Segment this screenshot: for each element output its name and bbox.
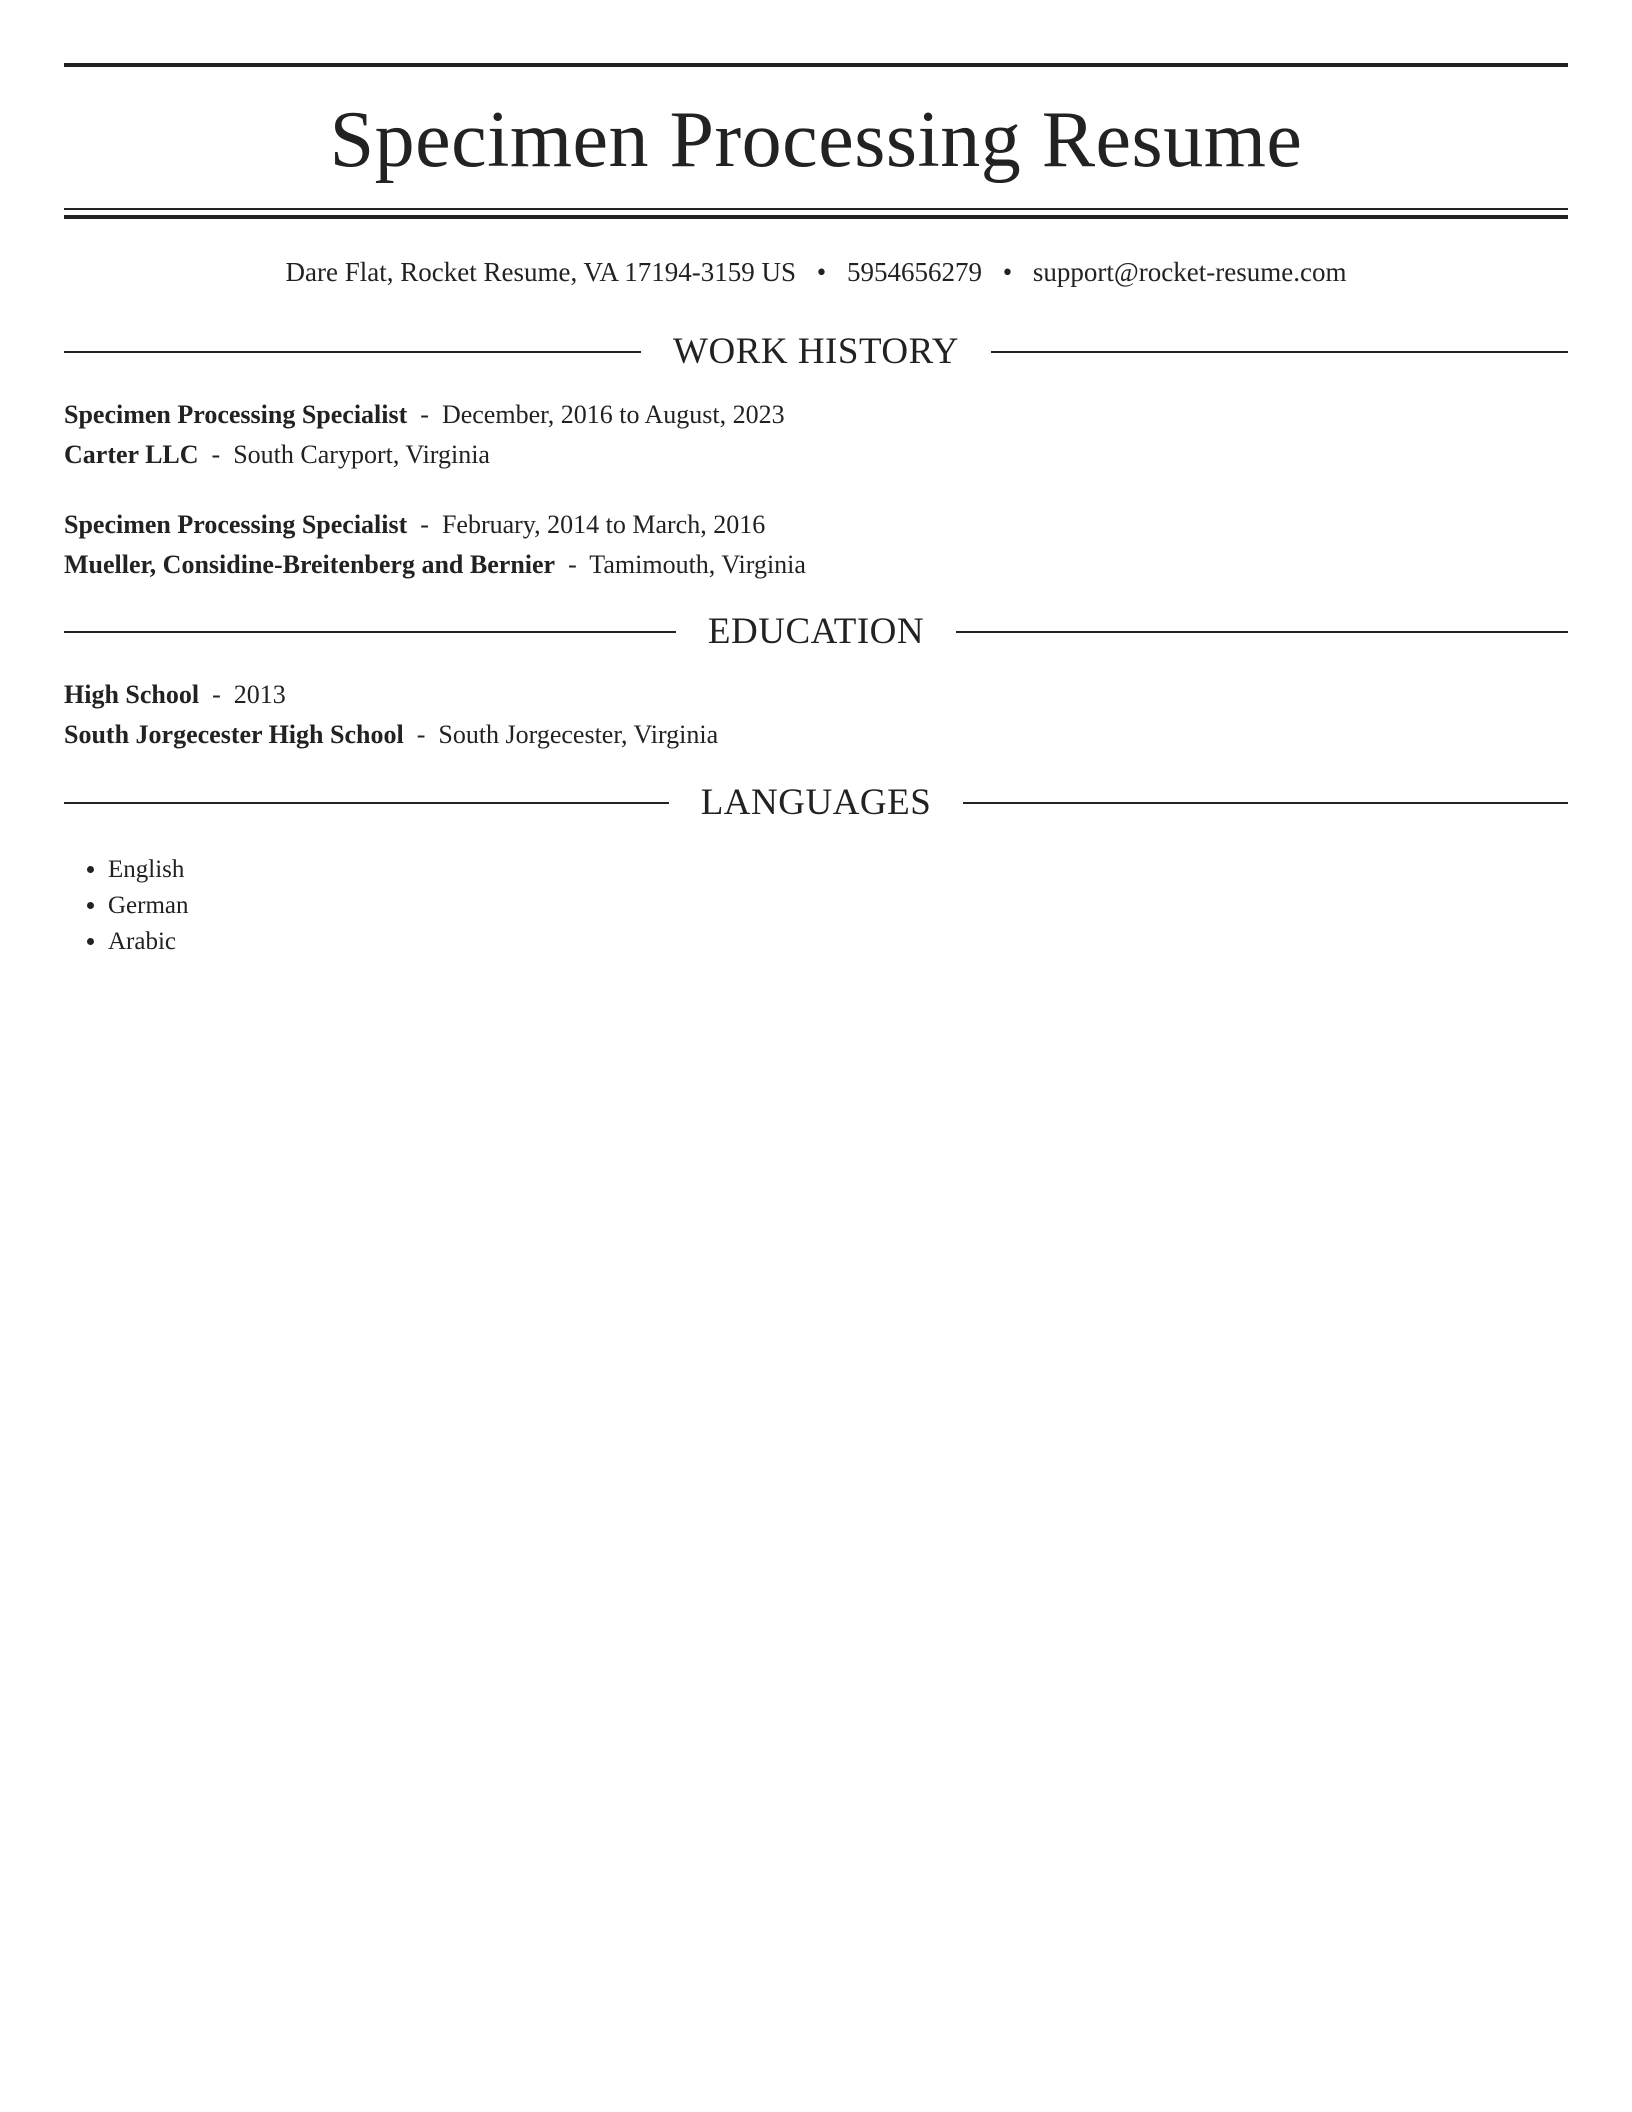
job-2-company: Mueller, Considine-Breitenberg and Bernier [64,550,556,579]
contact-phone: 5954656279 [846,257,982,287]
resume-title: Specimen Processing Resume [329,96,1303,184]
languages-heading [64,781,1568,825]
education-heading [64,610,1568,654]
job-1-title: Specimen Processing Specialist [64,400,408,429]
contact-address: Dare Flat, Rocket Resume, VA 17194-3159 US [285,257,797,287]
job-1-company-line [64,437,1568,473]
education-school-line [64,717,1568,753]
heading-rule-left [64,631,676,633]
job-1-title-line [64,397,1568,433]
education-degree-line [64,677,1568,713]
contact-line [64,254,1568,290]
contact-separator: • [1002,257,1013,287]
heading-rule-right [956,631,1568,633]
education-location: South Jorgecester, Virginia [438,720,719,749]
education-dash: - [410,720,432,749]
heading-rule-right [963,802,1568,804]
job-2-dash: - [413,510,436,539]
education-school: South Jorgecester High School [64,720,404,749]
language-item: • Arabic [108,924,189,960]
job-1-company: Carter LLC [64,440,199,469]
contact-email: support@rocket-resume.com [1032,257,1347,287]
education-dash: - [205,680,228,709]
header-bottom-rule-thin [64,208,1568,210]
job-2-dates: February, 2014 to March, 2016 [441,510,766,539]
job-2-dash: - [561,550,584,579]
languages-list [64,852,189,960]
heading-rule-left [64,351,641,353]
language-item: • German [108,888,189,924]
job-2-location: Tamimouth, Virginia [589,550,806,579]
job-1-dash: - [205,440,227,469]
job-2-title-line [64,507,1568,543]
contact-separator: • [816,257,827,287]
language-item: • English [108,852,189,888]
header-top-rule [64,63,1568,67]
header-bottom-rule-thick [64,215,1568,219]
work-history-heading [64,330,1568,374]
work-history-heading-label: WORK HISTORY [673,331,959,372]
job-1-dash: - [413,400,436,429]
heading-rule-right [991,351,1568,353]
languages-heading-label: LANGUAGES [700,782,932,823]
education-year: 2013 [233,680,286,709]
education-heading-label: EDUCATION [707,611,925,652]
education-degree: High School [64,680,200,709]
job-1-location: South Caryport, Virginia [233,440,490,469]
job-2-company-line [64,547,1568,583]
job-2-title: Specimen Processing Specialist [64,510,408,539]
job-1-dates: December, 2016 to August, 2023 [441,400,785,429]
heading-rule-left [64,802,669,804]
